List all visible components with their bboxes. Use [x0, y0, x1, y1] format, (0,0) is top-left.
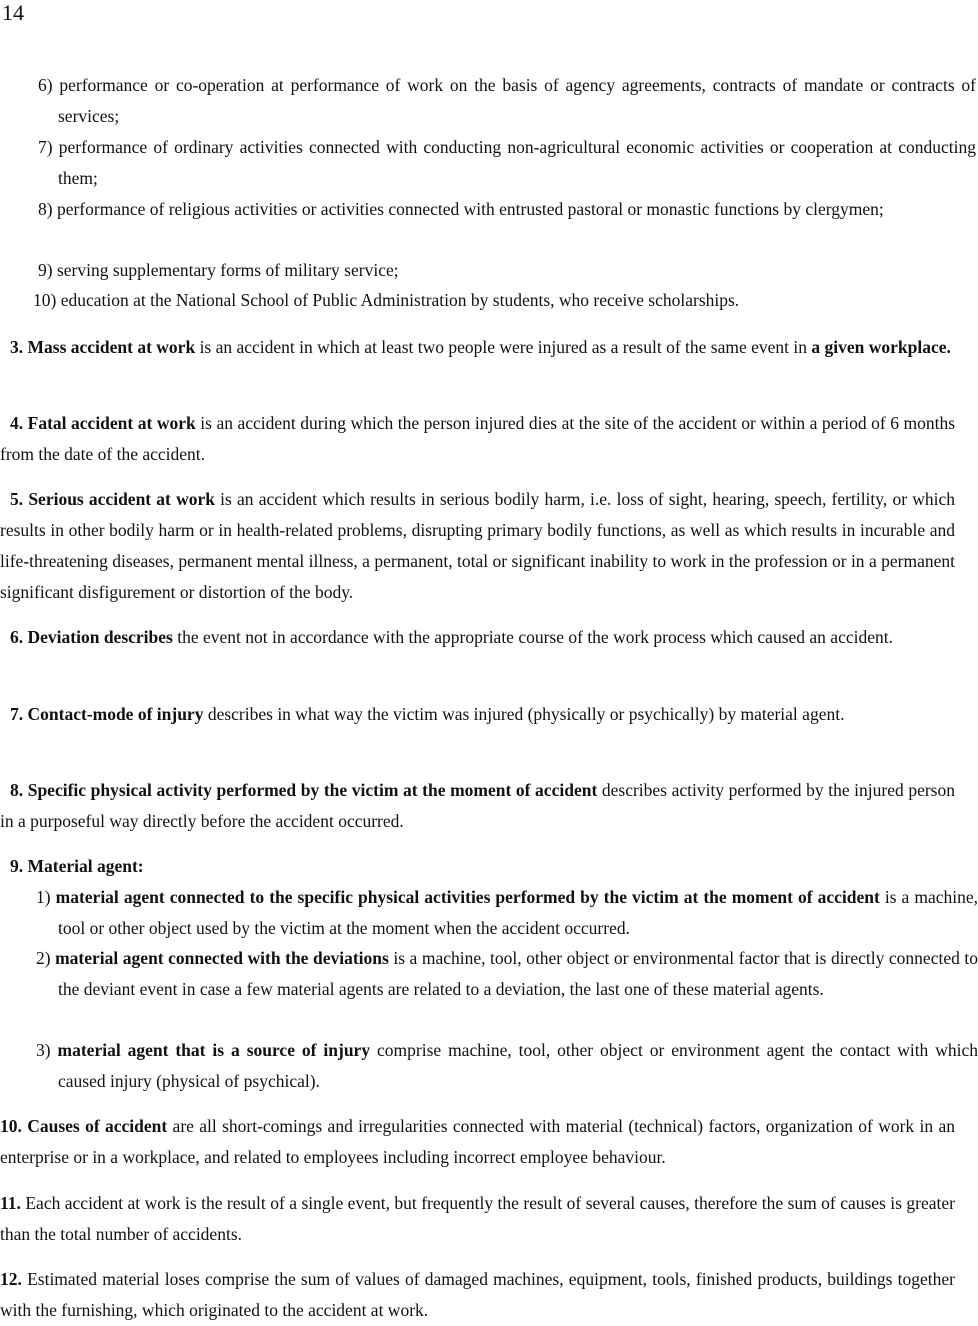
list-item: 6) performance or co-operation at performance of work on the basis of agency agreements, contracts of mandate or contracts of services; [38, 75, 976, 126]
item-text: is a machine, tool, other object or environmental factor that is directly connected to the deviant event in case a few material agents are related to a deviation, the last one of these material agents. [58, 948, 978, 999]
definition-text: describes activity performed by the injured person in a purposeful way directly before the accident occurred. [0, 780, 955, 831]
paragraph-text: Estimated material loses comprise the sum of values of damaged machines, equipment, tools, finished products, buildings together with the furnishing, which originated to the accident at work. [0, 1269, 955, 1320]
paragraph-11 [0, 1188, 955, 1250]
definition-serious-accident [0, 484, 955, 608]
item-term: material agent that is a source of injury [57, 1040, 371, 1060]
item-text: is a machine, tool or other object used by the victim at the moment when the accident occurred. [58, 887, 978, 938]
definition-contact-mode [0, 699, 955, 730]
definition-text: describes in what way the victim was injured (physically or psychically) by material agent. [203, 704, 845, 724]
definition-term: Mass accident at work [27, 337, 196, 357]
definition-causes-of-accident [0, 1111, 955, 1173]
definition-number: 8. [10, 780, 24, 800]
definition-number: 3. [10, 337, 24, 357]
definition-mass-accident [0, 332, 955, 363]
definition-text: are all short-comings and irregularities connected with material (technical) factors, organization of work in an enterprise or in a workplace, and related to employees including incorrect employee behaviour. [0, 1116, 955, 1167]
paragraph-12 [0, 1264, 955, 1326]
list-item: 10) education at the National School of Public Administration by students, who receive scholarships. [33, 290, 740, 310]
paragraph-number: 12. [0, 1269, 22, 1289]
paragraph-number: 11. [0, 1193, 21, 1213]
definition-deviation [0, 622, 955, 653]
paragraph-text: Each accident at work is the result of a single event, but frequently the result of several causes, therefore the sum of causes is greater than the total number of accidents. [0, 1193, 955, 1244]
list-item: 9) serving supplementary forms of military service; [38, 260, 399, 280]
definition-number: 4. [10, 413, 24, 433]
definition-term: Contact-mode of injury [27, 704, 204, 724]
definition-term: Material agent: [27, 856, 144, 876]
item-number: 3) [36, 1040, 51, 1060]
material-agent-item [36, 943, 978, 1005]
definition-term: Causes of accident [27, 1116, 168, 1136]
definition-term: Deviation describes [27, 627, 173, 647]
list-item: 8) performance of religious activities or activities connected with entrusted pastoral or monastic functions by clergymen; [38, 199, 884, 219]
definition-term: Fatal accident at work [27, 413, 196, 433]
definition-text: the event not in accordance with the appropriate course of the work process which caused an accident. [172, 627, 893, 647]
definition-text: is an accident which results in serious bodily harm, i.e. loss of sight, hearing, speech, fertility, or which results in other bodily harm or in health-related problems, disrupting primary bodily functions, as well as which results in incurable and life-threatening diseases, permanent mental illness, a permanent, total or significant inability to work in the profession or in a permanent significant disfigurement or distortion of the body. [0, 489, 955, 602]
material-agent-item [36, 1035, 978, 1097]
definition-text: is an accident in which at least two people were injured as a result of the same event in [195, 337, 812, 357]
definition-number: 6. [10, 627, 24, 647]
definition-specific-activity [0, 775, 955, 837]
item-number: 1) [36, 887, 51, 907]
item-text: comprise machine, tool, other object or environment agent the contact with which caused injury (physical of psychical). [58, 1040, 978, 1091]
definition-number: 9. [10, 856, 24, 876]
definition-term: Specific physical activity performed by the victim at the moment of accident [27, 780, 598, 800]
item-term: material agent connected to the specific physical activities performed by the victim at the moment of accident [55, 887, 880, 907]
definition-material-agent [0, 851, 955, 882]
definition-number: 7. [10, 704, 24, 724]
page-number: 14 [2, 0, 24, 25]
definition-term: Serious accident at work [28, 489, 215, 509]
definition-number: 5. [10, 489, 24, 509]
item-term: material agent connected with the deviations [55, 948, 389, 968]
definition-number: 10. [0, 1116, 22, 1136]
list-item: 7) performance of ordinary activities connected with conducting non-agricultural economic activities or cooperation at conducting them; [38, 137, 976, 188]
definition-text-bold: a given workplace. [811, 337, 951, 357]
material-agent-item [36, 882, 978, 944]
item-number: 2) [36, 948, 51, 968]
definition-fatal-accident [0, 408, 955, 470]
definition-text: is an accident during which the person injured dies at the site of the accident or within a period of 6 months from the date of the accident. [0, 413, 956, 464]
